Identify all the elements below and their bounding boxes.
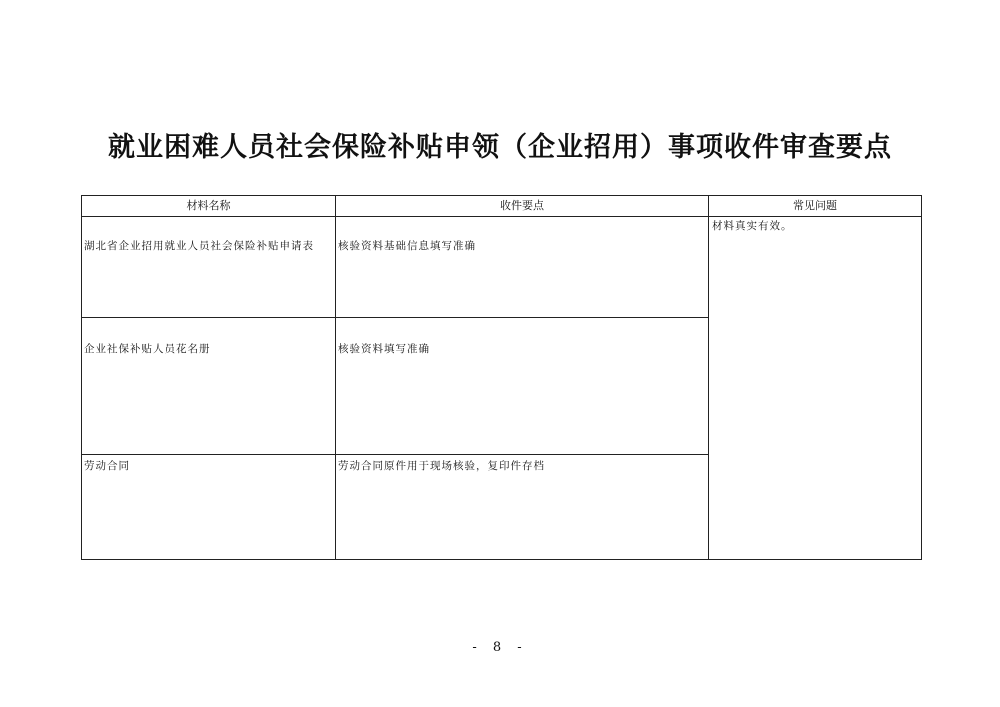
header-common-issues: 常见问题 xyxy=(709,196,922,217)
page-number: - 8 - xyxy=(472,640,528,655)
key-points-text: 劳动合同原件用于现场核验，复印件存档 xyxy=(338,460,545,472)
key-points-text: 核验资料填写准确 xyxy=(338,343,430,355)
document-title: 就业困难人员社会保险补贴申领（企业招用）事项收件审查要点 xyxy=(108,132,892,163)
key-points-text: 核验资料基础信息填写准确 xyxy=(338,240,476,252)
review-points-table xyxy=(81,195,922,560)
table-row xyxy=(82,217,922,318)
key-points-cell xyxy=(336,318,709,455)
key-points-cell xyxy=(336,217,709,318)
material-name: 劳动合同 xyxy=(84,460,130,472)
material-name: 湖北省企业招用就业人员社会保险补贴申请表 xyxy=(84,240,314,252)
material-cell xyxy=(82,217,336,318)
table-header-row xyxy=(82,196,922,217)
header-key-points: 收件要点 xyxy=(336,196,709,217)
header-material-name: 材料名称 xyxy=(82,196,336,217)
material-cell xyxy=(82,455,336,560)
common-issue-cell xyxy=(709,217,922,560)
key-points-cell xyxy=(336,455,709,560)
material-name: 企业社保补贴人员花名册 xyxy=(84,343,211,355)
material-cell xyxy=(82,318,336,455)
common-issue-text: 材料真实有效。 xyxy=(712,220,793,232)
